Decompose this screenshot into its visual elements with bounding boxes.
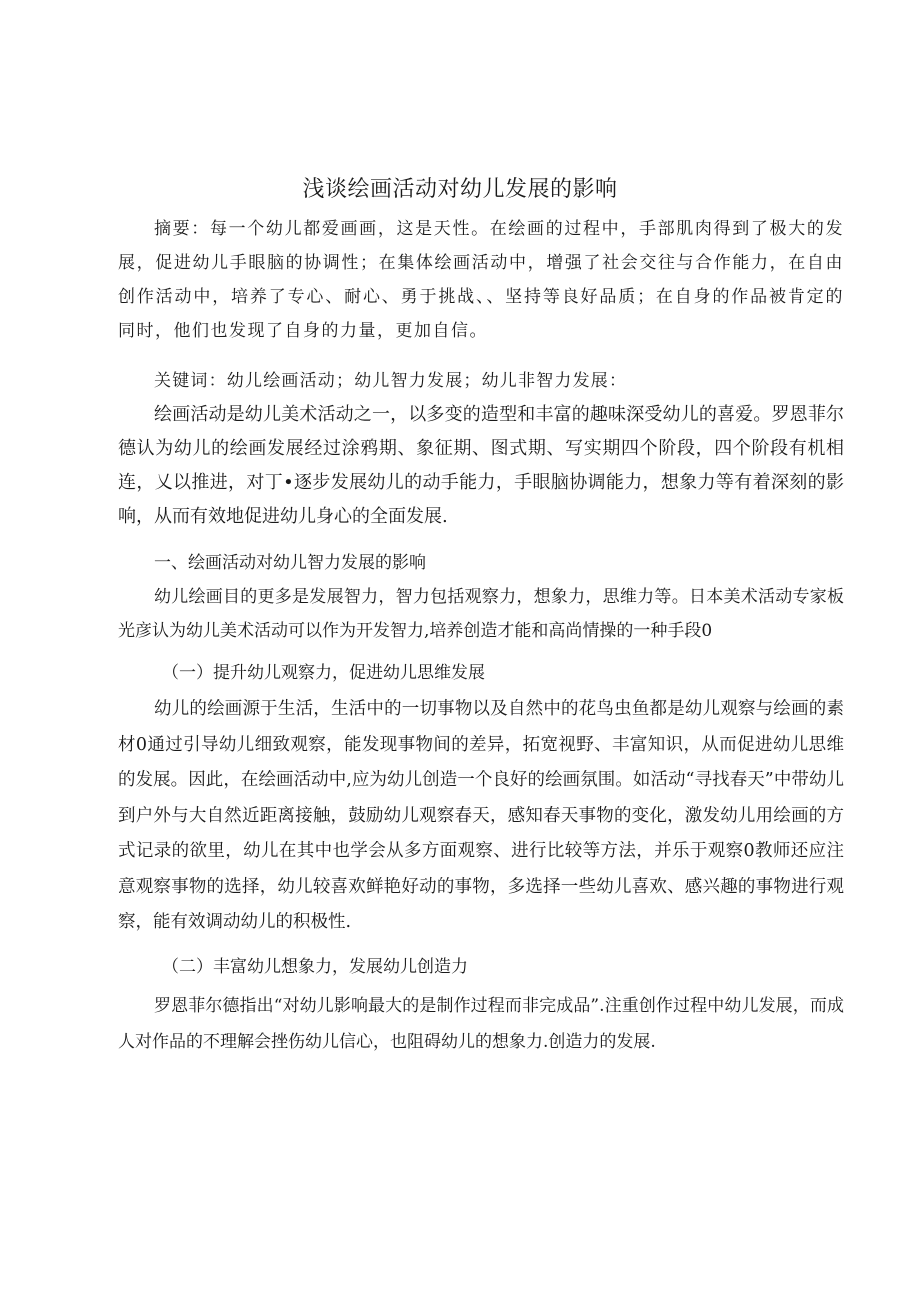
subsection-heading-1: （一）提升幼儿观察力，促进幼儿思维发展 (162, 663, 485, 683)
subsection-2-paragraph: 罗恩菲尔德指出“对幼儿影响最大的是制作过程而非完成品”.注重创作过程中幼儿发展，而成人对作品的不理解会挫伤幼儿信心，也阻碍幼儿的想象力.创造力的发展. (118, 996, 844, 1052)
keywords-line: 关键词：幼儿绘画活动；幼儿智力发展；幼儿非智力发展： (154, 371, 628, 391)
subsection-heading-2: （二）丰富幼儿想象力，发展幼儿创造力 (162, 957, 468, 977)
section-1-paragraph: 幼儿绘画目的更多是发展智力，智力包括观察力，想象力，思维力等。日本美术活动专家板光彦认为幼儿美术活动可以作为开发智力,培养创造才能和高尚情操的一种手段0 (118, 587, 844, 641)
document-title: 浅谈绘画活动对幼儿发展的影响 (302, 177, 618, 202)
intro-paragraph: 绘画活动是幼儿美术活动之一，以多变的造型和丰富的趣味深受幼儿的喜爱。罗恩菲尔德认为幼儿的绘画发展经过涂鸦期、象征期、图式期、写实期四个阶段，四个阶段有机相连，乂以推进，对丁•逐步发展幼儿的动手能力，手眼脑协调能力，想象力等有着深刻的影响，从而有效地促进幼儿身心的全面发展. (118, 404, 844, 527)
subsection-1-paragraph: 幼儿的绘画源于生活，生活中的一切事物以及自然中的花鸟虫鱼都是幼儿观察与绘画的素材0通过引导幼儿细致观察，能发现事物间的差异，拓宽视野、丰富知识，从而促进幼儿思维的发展。因此，在绘画活动中,应为幼儿创造一个良好的绘画氛围。如活动“寻找春天”中带幼儿到户外与大自然近距离接触，鼓励幼儿观察春天，感知春天事物的变化，激发幼儿用绘画的方式记录的欲里，幼儿在其中也学会从多方面观察、进行比较等方法，并乐于观察0教师还应注意观察事物的选择，幼儿较喜欢鲜艳好动的事物，多选择一些幼儿喜欢、感兴趣的事物进行观察，能有效调动幼儿的积极性. (118, 699, 844, 932)
abstract-paragraph: 摘要：每一个幼儿都爱画画，这是天性。在绘画的过程中，手部肌肉得到了极大的发展，促进幼儿手眼脑的协调性；在集体绘画活动中，增强了社会交往与合作能力，在自由创作活动中，培养了专心、耐心、勇于挑战、、坚持等良好品质；在自身的作品被肯定的同时，他们也发现了自身的力量，更加自信。 (118, 219, 844, 341)
section-heading-1: 一、绘画活动对幼儿智力发展的影响 (154, 553, 426, 573)
